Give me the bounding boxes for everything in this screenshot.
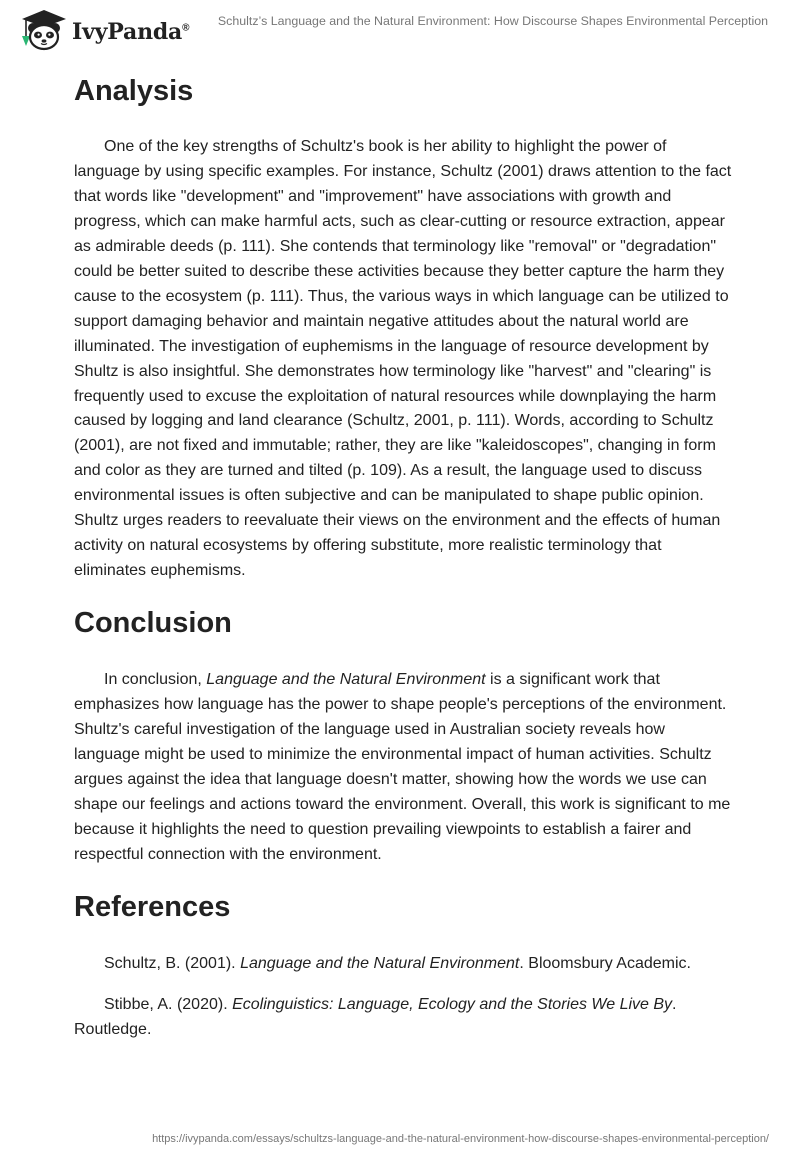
conclusion-heading: Conclusion [74,607,232,640]
reference-item: Schultz, B. (2001). Language and the Natural Environment. Bloomsbury Academic. [104,954,691,972]
source-url[interactable]: https://ivypanda.com/essays/schultzs-language-and-the-natural-environment-how-discourse-shapes-environmental-perception/ [152,1133,769,1145]
conclusion-paragraph: In conclusion, Language and the Natural Environment is a significant work that emphasizes how language has the power to shape people's perceptions of the environment. Shultz's careful investigation of the language used in Australian society reveals how language might be used to minimize the environmental impact of human activities. Schultz argues against the idea that language doesn't matter, showing how the words we use can shape our feelings and actions toward the environment. Overall, this work is significant to me because it highlights the need to question prevailing viewpoints to establish a fairer and respectful connection with the environment. [74,671,731,863]
panda-graduate-icon [14,8,68,52]
logo-text: IvyPanda® [72,19,190,45]
analysis-heading: Analysis [74,75,194,107]
references-heading: References [74,890,231,923]
ivypanda-logo[interactable] [14,8,189,52]
reference-item: Stibbe, A. (2020). Ecolinguistics: Language, Ecology and the Stories We Live By. Routledge. [74,995,677,1038]
analysis-paragraph: One of the key strengths of Schultz's book is her ability to highlight the power of language by using specific examples. For instance, Schultz (2001) draws attention to the fact that words like "development" and "improvement" have associations with growth and progress, which can make harmful acts, such as clear-cutting or resource extraction, appear as admirable deeds (p. 111). She contends that terminology like "removal" or "degradation" could be better suited to describe these activities because they better capture the harm they cause to the ecosystem (p. 111). Thus, the various ways in which language can be utilized to support damaging behavior and maintain negative attitudes about the natural world are illuminated. The investigation of euphemisms in the language of resource development by Shultz is also insightful. She demonstrates how terminology like "harvest" and "clearing" is frequently used to excuse the exploitation of natural resources while downplaying the harm caused by logging and land clearance (Schultz, 2001, p. 111). Words, according to Schultz (2001), are not fixed and immutable; rather, they are like "kaleidoscopes", changing in form and color as they are turned and tilted (p. 109). As a result, the language used to discuss environmental issues is often subjective and can be manipulated to shape public opinion. Shultz urges readers to reevaluate their views on the environment and the effects of human activity on natural ecosystems by offering substitute, more realistic terminology that eliminates euphemisms. [74,138,732,580]
book-title: Language and the Natural Environment [206,671,486,689]
page-header [0,0,800,60]
essay-content [74,68,734,1059]
document-title: Schultz’s Language and the Natural Environment: How Discourse Shapes Environmental Perception [217,14,768,28]
